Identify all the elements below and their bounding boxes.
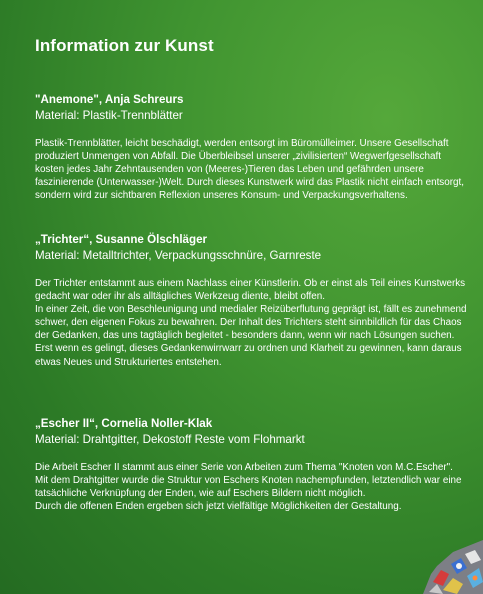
artwork-description bbox=[35, 137, 470, 202]
description-paragraph: Durch die offenen Enden ergeben sich jetzt vielfältige Möglichkeiten der Gestaltung. bbox=[35, 501, 402, 513]
artwork-section-escher bbox=[35, 416, 470, 513]
page-title: Information zur Kunst bbox=[35, 36, 214, 55]
artwork-material: Material: Plastik-Trennblätter bbox=[35, 109, 183, 122]
artwork-material: Material: Drahtgitter, Dekostoff Reste vom Flohmarkt bbox=[35, 433, 305, 446]
artwork-material: Material: Metalltrichter, Verpackungsschnüre, Garnreste bbox=[35, 249, 322, 262]
artwork-description bbox=[35, 277, 470, 369]
artwork-title: „Escher II“, Cornelia Noller-Klak bbox=[35, 417, 213, 430]
artwork-title: „Trichter“, Susanne Ölschläger bbox=[35, 233, 208, 246]
description-paragraph: Die Arbeit Escher II stammt aus einer Serie von Arbeiten zum Thema "Knoten von M.C.Escher". bbox=[35, 462, 453, 473]
artwork-title: "Anemone", Anja Schreurs bbox=[35, 93, 184, 106]
description-paragraph: In einer Zeit, die von Beschleunigung und medialer Reizüberflutung geprägt ist, fällt es zunehmend schwer, den eigenen Fokus zu bewahren. Der Inhalt des Trichters steht sinnbildlich für das Chaos der Gedanken, das uns tagtäglich begleitet - besonders dann, wenn wir nach Lösungen suchen. Erst wenn es gelingt, dieses Gedankenwirrwarr zu ordnen und Klarheit zu gewinnen, kann daraus etwas Neues und Strukturiertes entstehen. bbox=[35, 304, 467, 368]
description-paragraph: Mit dem Drahtgitter wurde die Struktur von Eschers Knoten nachempfunden, letztendlich war eine tatsächliche Verknüpfung der Enden, wie auf Eschers Bildern nicht möglich. bbox=[35, 475, 462, 500]
description-paragraph: Plastik-Trennblätter, leicht beschädigt, werden entsorgt im Büromülleimer. Unsere Gesellschaft produziert Unmengen von Abfall. Die Überbleibsel unserer „zivilisierten“ Wegwerfgesellschaft kosten jedes Jahr Zehntausenden von (Meeres-)Tieren das Leben und gefährden unsere faszinierende (Unterwasser-)Welt. Durch dieses Kunstwerk wird das Plastik nicht einfach entsorgt, sondern wird zur sichtbaren Reflexion unseres Konsum- und Verpackungsverhaltens. bbox=[35, 138, 465, 202]
description-paragraph: Der Trichter entstammt aus einem Nachlass einer Künstlerin. Ob er einst als Teil eines Kunstwerks gedacht war oder ihr als alltägliches Werkzeug diente, bleibt offen. bbox=[35, 278, 466, 303]
artwork-description bbox=[35, 461, 470, 513]
artwork-section-trichter bbox=[35, 232, 470, 369]
plastic-waste-pile-image bbox=[423, 504, 483, 594]
artwork-section-anemone bbox=[35, 92, 470, 202]
